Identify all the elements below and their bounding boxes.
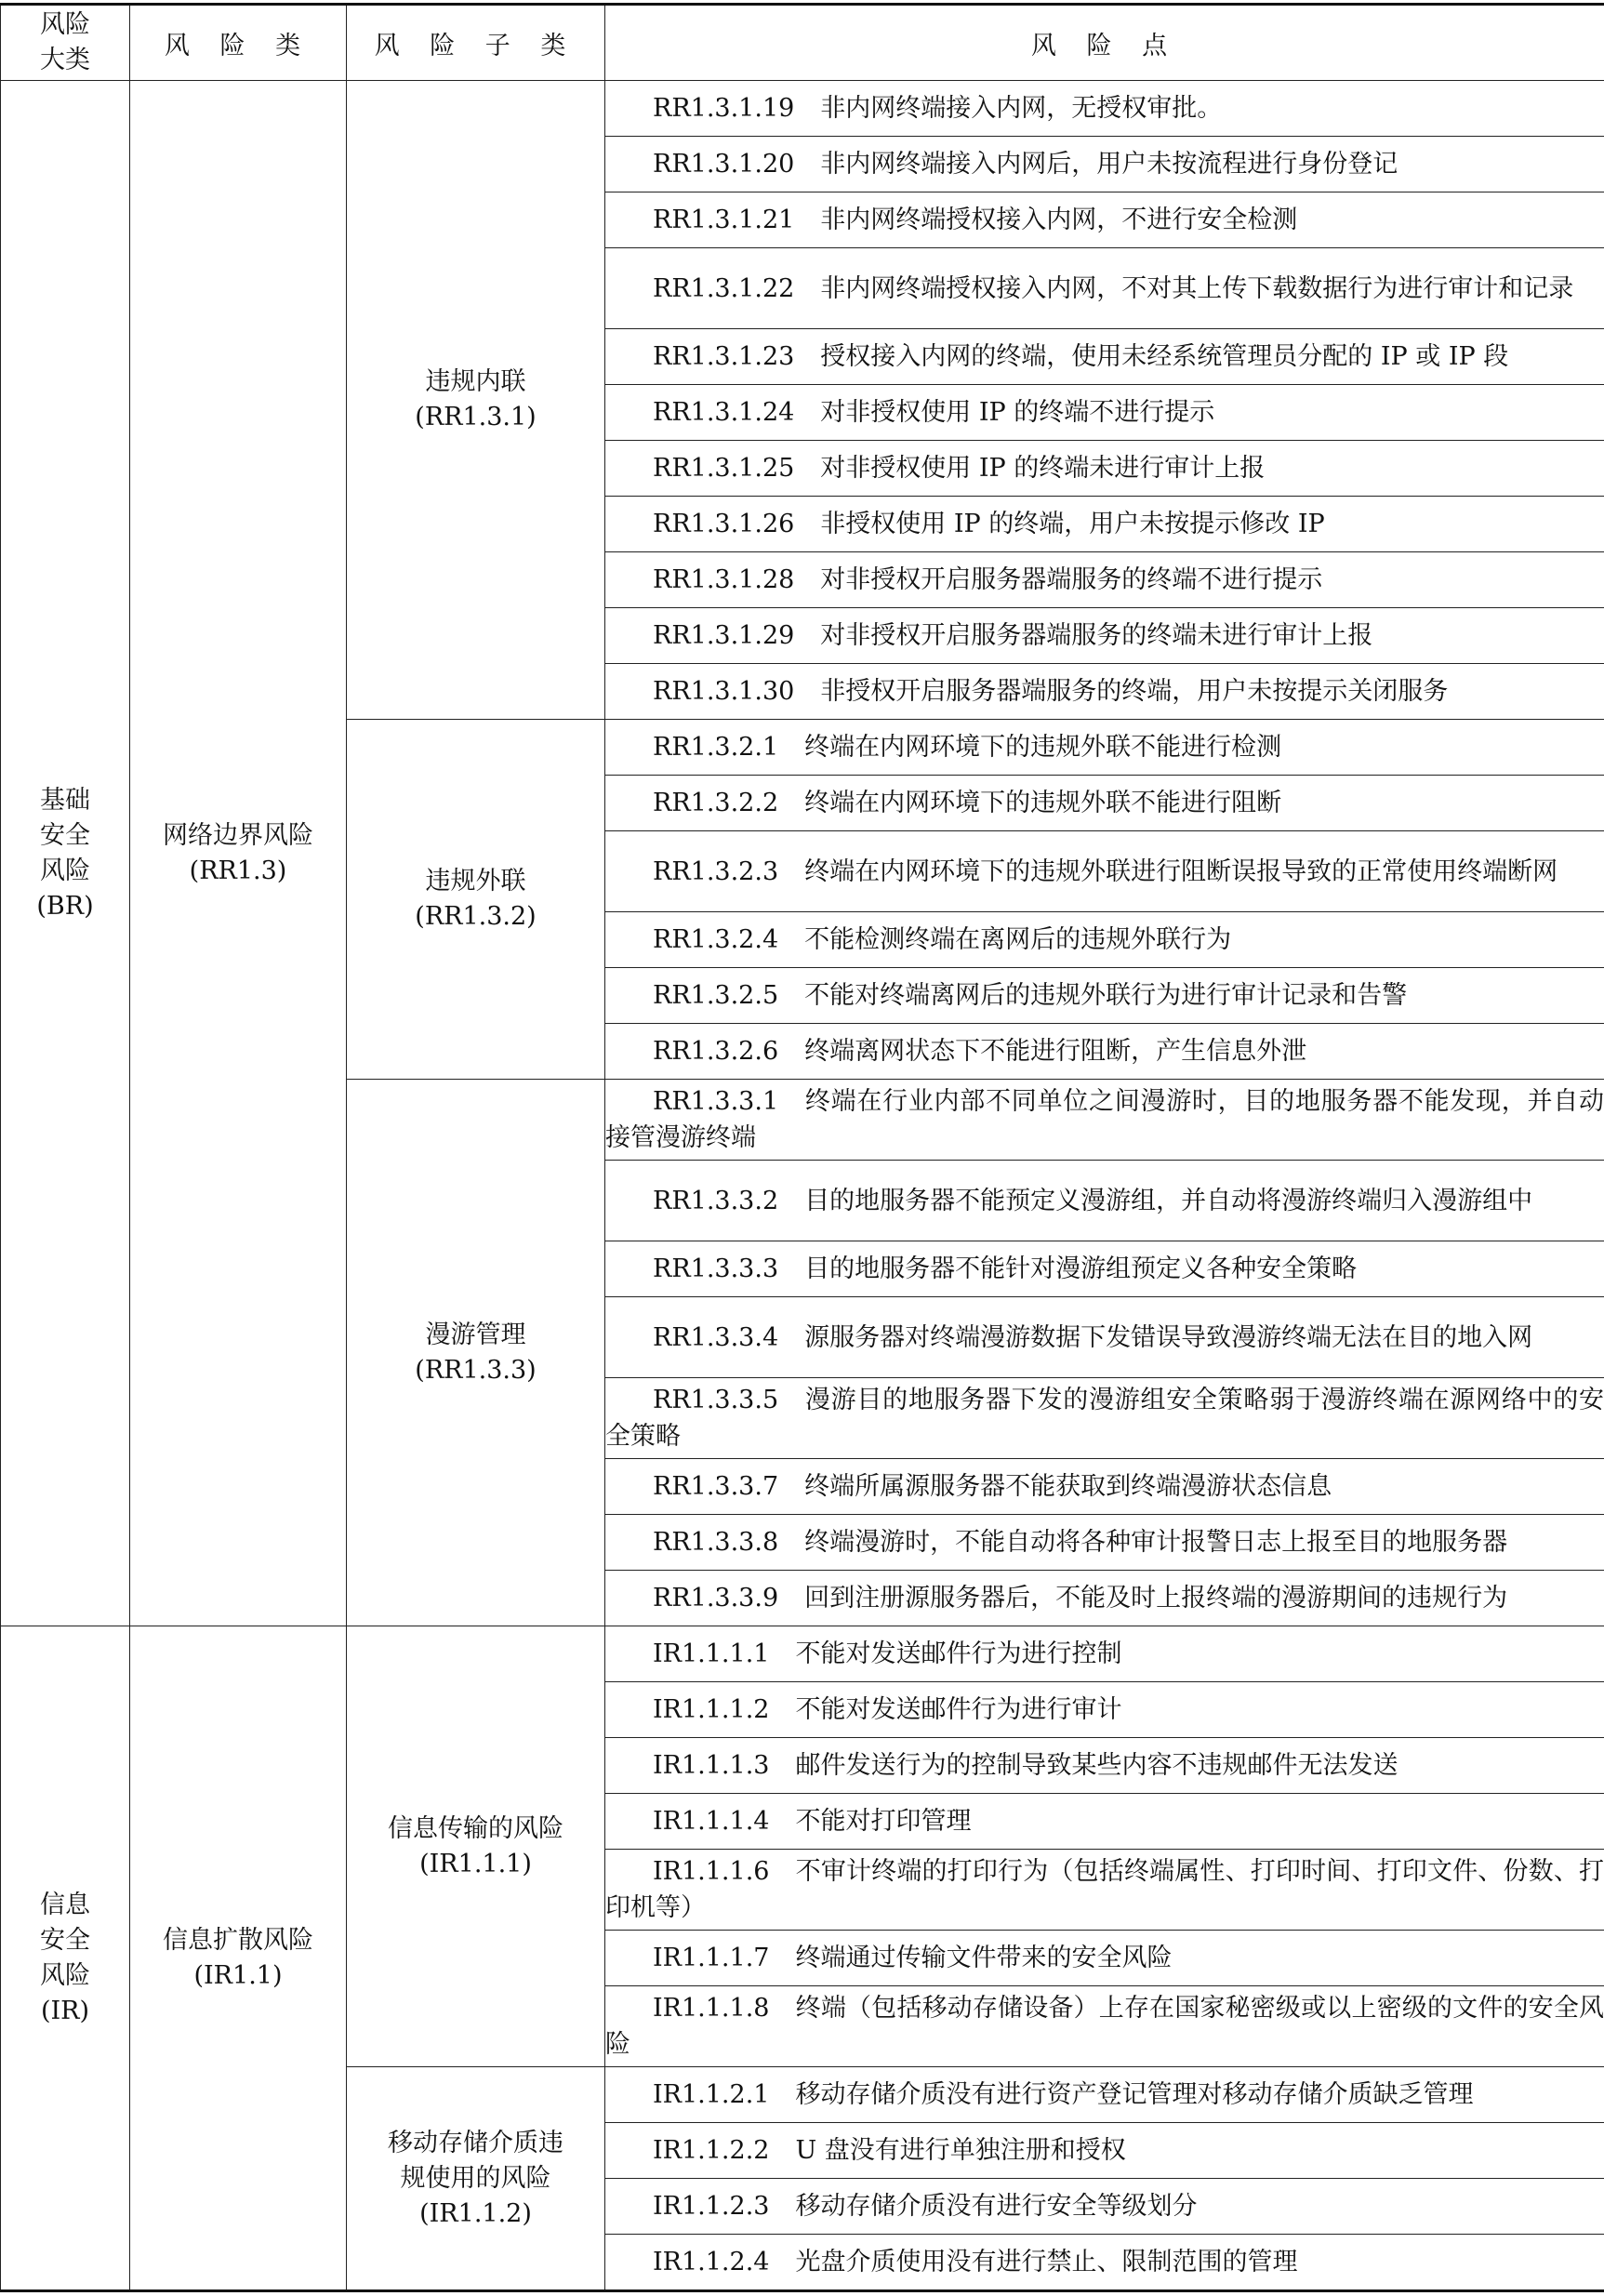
risk-point-text: 终端所属源服务器不能获取到终端漫游状态信息 [804, 1472, 1332, 1501]
risk-point-cell [605, 1080, 1604, 1161]
risk-point-code: RR1.3.3.9 [653, 1584, 779, 1613]
risk-point-cell [605, 1682, 1604, 1738]
risk-point-code: RR1.3.3.3 [653, 1254, 779, 1283]
risk-point-text: 漫游目的地服务器下发的漫游组安全策略弱于漫游终端在源网络中的安全策略 [605, 1386, 1604, 1451]
risk-point-text: 授权接入内网的终端，使用未经系统管理员分配的 IP 或 IP 段 [820, 342, 1509, 371]
risk-table [0, 3, 1604, 2292]
risk-point-cell [605, 81, 1604, 137]
major-category-line: 风险 [40, 1960, 90, 1990]
risk-subclass-line: 违规外联 [425, 867, 526, 896]
risk-subclass-line: (RR1.3.3) [415, 1355, 537, 1385]
risk-point-cell [605, 912, 1604, 968]
risk-point-text: 不审计终端的打印行为（包括终端属性、打印时间、打印文件、份数、打印机等） [605, 1857, 1604, 1922]
risk-point-text: 终端在行业内部不同单位之间漫游时，目的地服务器不能发现，并自动接管漫游终端 [605, 1087, 1604, 1152]
risk-subclass-line: 规使用的风险 [400, 2163, 551, 2193]
risk-point-text: 对非授权开启服务器端服务的终端不进行提示 [820, 565, 1323, 594]
risk-subclass-cell [347, 1626, 605, 2067]
risk-class-line: 网络边界风险 [163, 820, 313, 850]
risk-point-text: 非授权开启服务器端服务的终端，用户未按提示关闭服务 [820, 677, 1449, 706]
risk-point-cell [605, 1241, 1604, 1297]
risk-point-code: IR1.1.1.3 [653, 1751, 770, 1780]
risk-point-text: 目的地服务器不能针对漫游组预定义各种安全策略 [804, 1254, 1358, 1283]
risk-point-cell [605, 1161, 1604, 1241]
risk-point-cell [605, 2235, 1604, 2291]
risk-point-code: RR1.3.2.1 [653, 733, 779, 762]
header-subclass [347, 5, 605, 81]
risk-point-code: RR1.3.3.1 [653, 1087, 779, 1116]
major-category-line: 信息 [40, 1890, 90, 1919]
risk-point-cell [605, 2123, 1604, 2179]
risk-point-cell [605, 1024, 1604, 1080]
risk-point-cell [605, 1515, 1604, 1571]
risk-point-cell [605, 1459, 1604, 1515]
major-category-line: (BR) [36, 891, 94, 921]
header-class [130, 5, 347, 81]
risk-subclass-line: 漫游管理 [425, 1320, 526, 1349]
risk-point-cell [605, 1571, 1604, 1626]
risk-point-cell [605, 831, 1604, 912]
risk-point-code: RR1.3.1.29 [653, 621, 795, 650]
risk-point-code: RR1.3.3.5 [653, 1386, 779, 1414]
risk-point-text: U 盘没有进行单独注册和授权 [795, 2136, 1126, 2165]
risk-point-code: RR1.3.2.2 [653, 789, 779, 817]
risk-point-text: 终端（包括移动存储设备）上存在国家秘密级或以上密级的文件的安全风险 [605, 1994, 1604, 2059]
risk-point-text: 邮件发送行为的控制导致某些内容不违规邮件无法发送 [795, 1751, 1399, 1780]
header-point-label: 风 险 点 [1030, 31, 1179, 60]
risk-point-code: RR1.3.3.7 [653, 1472, 779, 1501]
risk-point-code: RR1.3.3.8 [653, 1528, 779, 1557]
risk-point-text: 终端在内网环境下的违规外联进行阻断误报导致的正常使用终端断网 [804, 856, 1558, 886]
risk-point-text: 非内网终端接入内网，无授权审批。 [820, 94, 1223, 123]
risk-point-code: RR1.3.1.20 [653, 150, 795, 179]
risk-point-text: 终端漫游时，不能自动将各种审计报警日志上报至目的地服务器 [804, 1528, 1508, 1557]
header-point [605, 5, 1604, 81]
risk-point-code: RR1.3.3.2 [653, 1186, 779, 1215]
risk-point-code: IR1.1.1.7 [653, 1944, 770, 1972]
major-category-line: (IR) [40, 1996, 90, 2025]
risk-point-cell [605, 664, 1604, 720]
risk-point-cell [605, 720, 1604, 776]
table-body [1, 81, 1604, 2291]
risk-point-cell [605, 2067, 1604, 2123]
risk-point-text: 不能对发送邮件行为进行控制 [795, 1639, 1122, 1668]
risk-point-code: RR1.3.1.24 [653, 398, 795, 427]
risk-point-text: 不能检测终端在离网后的违规外联行为 [804, 925, 1232, 954]
risk-point-code: RR1.3.1.28 [653, 565, 795, 594]
risk-point-code: IR1.1.1.4 [653, 1807, 770, 1836]
risk-point-cell [605, 968, 1604, 1024]
risk-point-code: RR1.3.3.4 [653, 1322, 779, 1352]
risk-point-code: IR1.1.1.8 [653, 1994, 770, 2023]
risk-point-code: RR1.3.2.3 [653, 856, 779, 886]
risk-point-text: 对非授权使用 IP 的终端未进行审计上报 [820, 454, 1266, 483]
risk-class-cell [130, 81, 347, 1626]
risk-point-cell [605, 2179, 1604, 2235]
major-category-line: 风险 [40, 856, 90, 885]
risk-subclass-line: (IR1.1.1) [419, 1849, 532, 1878]
risk-point-code: RR1.3.1.26 [653, 510, 795, 538]
risk-point-text: 不能对打印管理 [795, 1807, 972, 1836]
risk-subclass-line: (RR1.3.1) [415, 403, 537, 431]
risk-point-cell [605, 1738, 1604, 1794]
header-major [1, 5, 130, 81]
risk-point-code: RR1.3.1.30 [653, 677, 795, 706]
risk-subclass-line: (IR1.1.2) [419, 2198, 532, 2228]
risk-point-cell [605, 248, 1604, 329]
risk-point-text: 非内网终端授权接入内网，不对其上传下载数据行为进行审计和记录 [820, 273, 1574, 303]
risk-point-text: 对非授权开启服务器端服务的终端未进行审计上报 [820, 621, 1373, 650]
risk-subclass-cell [347, 1080, 605, 1626]
risk-point-cell [605, 329, 1604, 385]
risk-point-text: 终端在内网环境下的违规外联不能进行阻断 [804, 789, 1282, 817]
risk-point-code: RR1.3.1.21 [653, 206, 795, 234]
risk-point-code: RR1.3.1.22 [653, 273, 795, 303]
risk-point-code: IR1.1.2.1 [653, 2080, 770, 2109]
major-category-line: 安全 [40, 820, 90, 850]
header-major-line: 大类 [40, 46, 90, 74]
risk-point-code: RR1.3.2.5 [653, 981, 779, 1010]
risk-point-text: 终端在内网环境下的违规外联不能进行检测 [804, 733, 1282, 762]
major-category-cell [1, 81, 130, 1626]
risk-point-text: 光盘介质使用没有进行禁止、限制范围的管理 [795, 2248, 1298, 2276]
risk-point-code: IR1.1.1.1 [653, 1639, 770, 1668]
header-row [1, 5, 1604, 81]
risk-point-text: 对非授权使用 IP 的终端不进行提示 [820, 398, 1215, 427]
risk-subclass-line: (RR1.3.2) [415, 902, 537, 931]
risk-point-code: RR1.3.2.6 [653, 1037, 779, 1066]
risk-subclass-line: 移动存储介质违 [388, 2128, 563, 2157]
risk-point-text: 终端离网状态下不能进行阻断，产生信息外泄 [804, 1037, 1307, 1066]
risk-point-text: 非内网终端授权接入内网，不进行安全检测 [820, 206, 1298, 234]
risk-point-code: RR1.3.1.19 [653, 94, 795, 123]
risk-point-code: IR1.1.2.4 [653, 2248, 770, 2276]
risk-point-cell [605, 441, 1604, 497]
risk-point-code: RR1.3.2.4 [653, 925, 779, 954]
table-row [1, 1626, 1604, 1682]
risk-subclass-cell [347, 81, 605, 720]
risk-point-text: 回到注册源服务器后，不能及时上报终端的漫游期间的违规行为 [804, 1584, 1508, 1613]
risk-point-code: IR1.1.1.2 [653, 1695, 770, 1724]
major-category-line: 安全 [40, 1925, 90, 1955]
risk-point-code: RR1.3.1.23 [653, 342, 795, 371]
risk-point-code: IR1.1.2.2 [653, 2136, 770, 2165]
risk-point-cell [605, 1378, 1604, 1459]
risk-point-cell [605, 552, 1604, 608]
header-class-label: 风 险 类 [164, 31, 312, 60]
risk-point-code: IR1.1.2.3 [653, 2192, 770, 2221]
risk-point-text: 移动存储介质没有进行资产登记管理对移动存储介质缺乏管理 [795, 2080, 1474, 2109]
major-category-cell [1, 1626, 130, 2291]
risk-point-text: 非授权使用 IP 的终端，用户未按提示修改 IP [820, 510, 1325, 538]
risk-point-cell [605, 1297, 1604, 1378]
risk-point-cell [605, 385, 1604, 441]
risk-class-line: (IR1.1) [193, 1960, 283, 1990]
risk-point-cell [605, 1931, 1604, 1986]
major-category-line: 基础 [40, 785, 90, 815]
risk-point-text: 非内网终端接入内网后，用户未按流程进行身份登记 [820, 150, 1399, 179]
risk-class-cell [130, 1626, 347, 2291]
risk-point-text: 目的地服务器不能预定义漫游组，并自动将漫游终端归入漫游组中 [804, 1186, 1533, 1215]
risk-subclass-line: 信息传输的风险 [388, 1813, 563, 1843]
risk-subclass-cell [347, 2067, 605, 2291]
risk-point-cell [605, 192, 1604, 248]
risk-point-text: 不能对终端离网后的违规外联行为进行审计记录和告警 [804, 981, 1408, 1010]
risk-point-code: RR1.3.1.25 [653, 454, 795, 483]
header-major-line: 风险 [40, 10, 90, 39]
risk-class-line: (RR1.3) [189, 856, 287, 885]
header-subclass-label: 风 险 子 类 [374, 31, 577, 60]
risk-point-cell [605, 608, 1604, 664]
risk-point-cell [605, 776, 1604, 831]
risk-point-text: 终端通过传输文件带来的安全风险 [795, 1944, 1173, 1972]
risk-class-line: 信息扩散风险 [163, 1925, 313, 1955]
risk-point-cell [605, 137, 1604, 192]
risk-point-text: 移动存储介质没有进行安全等级划分 [795, 2192, 1198, 2221]
risk-subclass-cell [347, 720, 605, 1080]
risk-point-code: IR1.1.1.6 [653, 1857, 770, 1886]
risk-point-cell [605, 497, 1604, 552]
risk-point-cell [605, 1986, 1604, 2067]
table-row [1, 81, 1604, 137]
risk-point-cell [605, 1794, 1604, 1850]
risk-point-cell [605, 1850, 1604, 1931]
risk-subclass-line: 违规内联 [425, 367, 526, 396]
risk-point-text: 源服务器对终端漫游数据下发错误导致漫游终端无法在目的地入网 [804, 1322, 1533, 1352]
risk-point-cell [605, 1626, 1604, 1682]
risk-point-text: 不能对发送邮件行为进行审计 [795, 1695, 1122, 1724]
